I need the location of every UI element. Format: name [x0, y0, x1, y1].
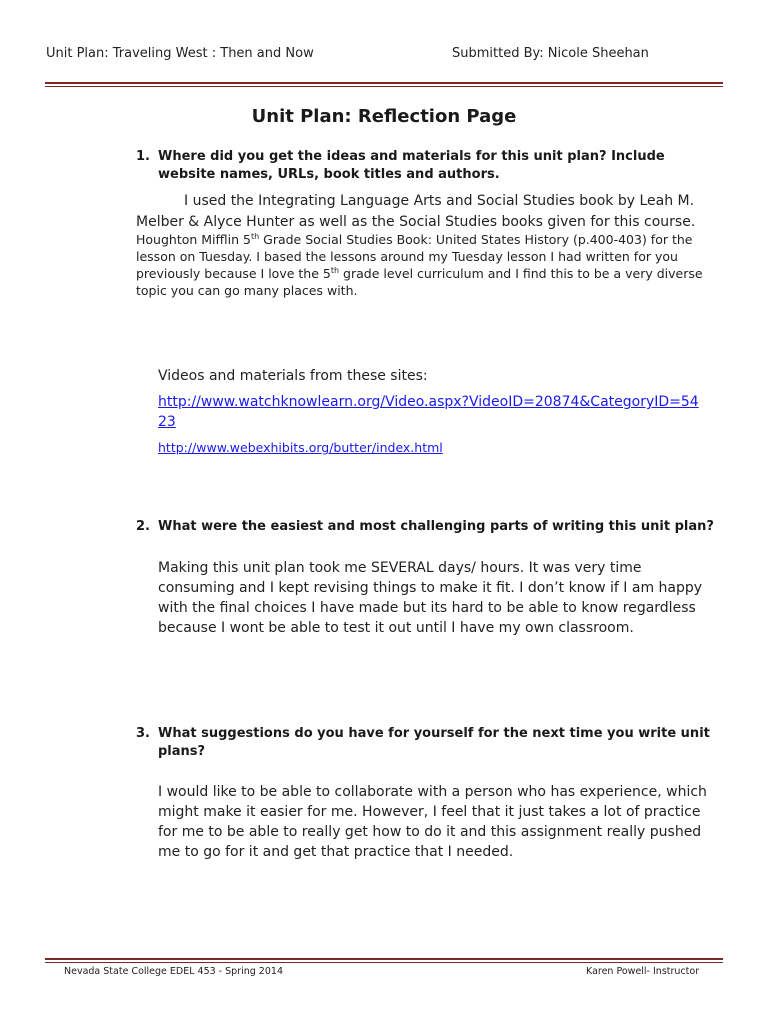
question-2-text: What were the easiest and most challenging parts of writing this unit plan? — [158, 519, 714, 534]
answer-1-paragraph: I used the Integrating Language Arts and Social Studies book by Leah M. Melber & Alyce Hunter as well as the Social Studies books given for this course. — [136, 193, 696, 230]
footer-rule — [45, 958, 723, 960]
header-submitted-by: Submitted By: Nicole Sheehan — [452, 46, 649, 61]
answer-1-small-paragraph: Houghton Mifflin 5th Grade Social Studies Book: United States History (p.400-403) for the lesson on Tuesday. I based the lessons around my Tuesday lesson I had written for you previously because I love the 5th grade level curriculum and I find this to be a very diverse topic you can go many places with. — [136, 231, 703, 298]
videos-label: Videos and materials from these sites: — [158, 368, 428, 384]
question-1 — [136, 148, 716, 184]
footer-rule-thin — [45, 962, 723, 963]
header-rule — [45, 82, 723, 84]
question-1-number: 1. — [136, 149, 150, 164]
header-rule-thin — [45, 86, 723, 87]
header-unit-title: Unit Plan: Traveling West : Then and Now — [46, 46, 314, 61]
footer-instructor: Karen Powell- Instructor — [586, 966, 700, 977]
question-2-number: 2. — [136, 519, 150, 534]
question-1-text: Where did you get the ideas and materials for this unit plan? Include website names, URLs, book titles and authors. — [158, 149, 665, 182]
answer-2-paragraph: Making this unit plan took me SEVERAL days/ hours. It was very time consuming and I kept revising things to make it fit. I don’t know if I am happy with the final choices I have made but its hard to be able to know regardless because I wont be able to test it out until I have my own classroom. — [158, 560, 703, 636]
question-3-number: 3. — [136, 726, 150, 741]
watchknowlearn-link[interactable]: http://www.watchknowlearn.org/Video.aspx?VideoID=20874&CategoryID=5423 — [158, 394, 699, 430]
webexhibits-link[interactable]: http://www.webexhibits.org/butter/index.html — [158, 440, 443, 455]
question-2 — [136, 518, 716, 536]
question-3-text: What suggestions do you have for yourself for the next time you write unit plans? — [158, 726, 710, 759]
question-3 — [136, 725, 716, 761]
footer-course: Nevada State College EDEL 453 - Spring 2014 — [64, 966, 283, 977]
answer-3-paragraph: I would like to be able to collaborate with a person who has experience, which might make it easier for me. However, I feel that it just takes a lot of practice for me to be able to really get how to do it and this assignment really pushed me to go for it and get that practice that I needed. — [158, 784, 707, 860]
page-title: Unit Plan: Reflection Page — [251, 106, 517, 127]
